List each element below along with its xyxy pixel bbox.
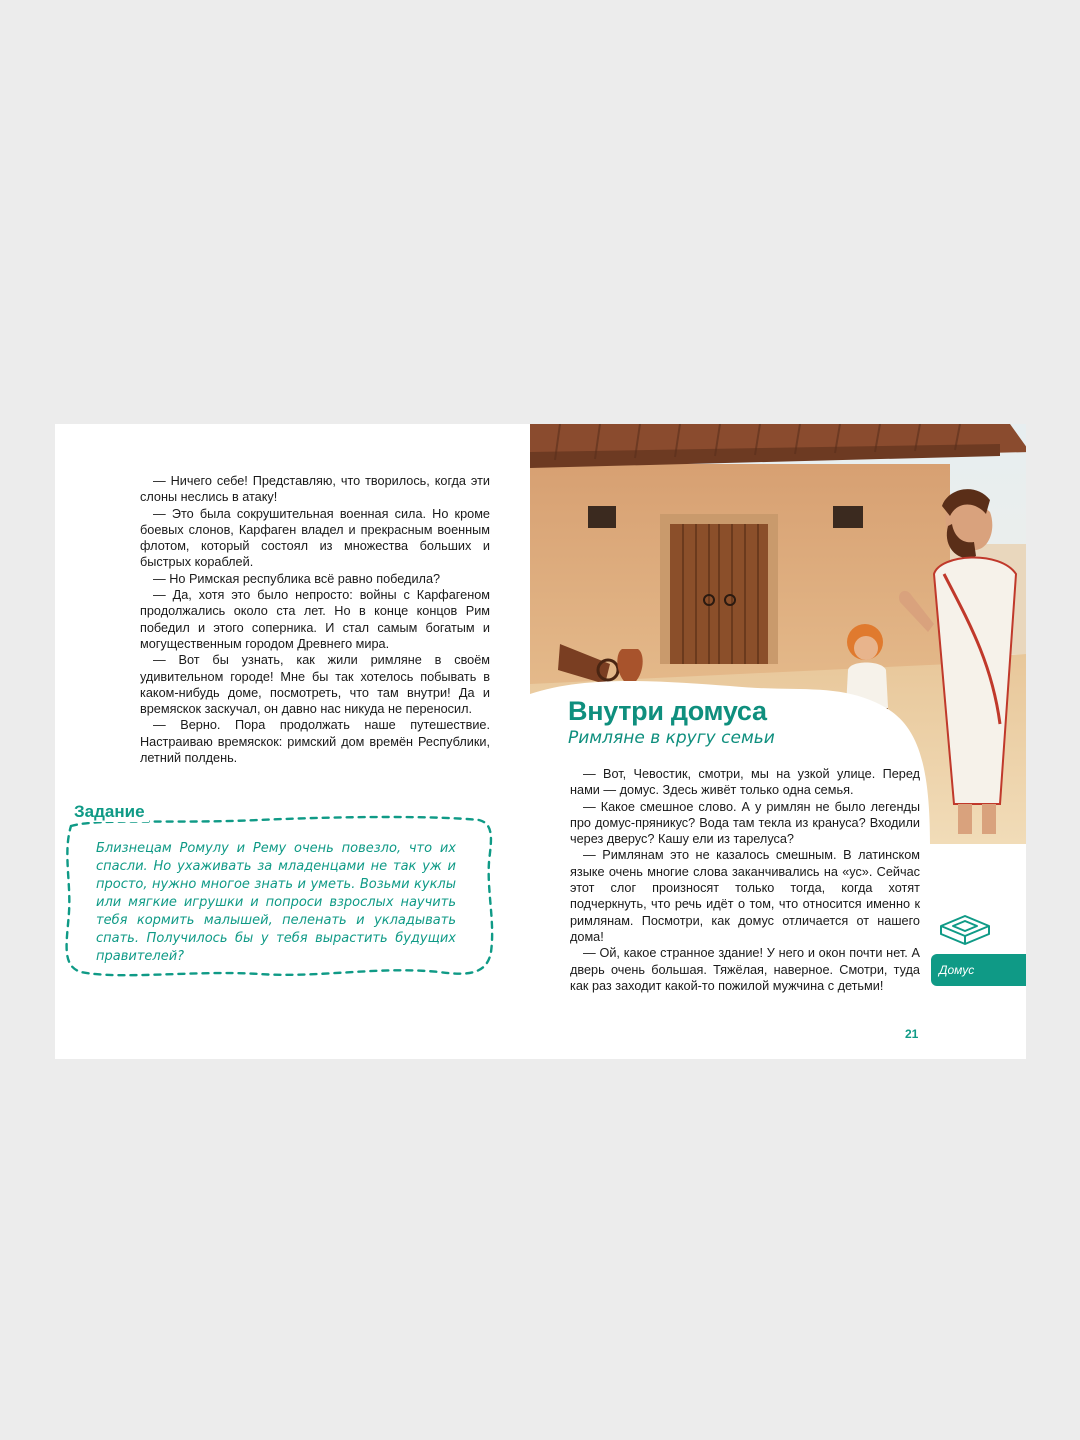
left-dialogue bbox=[140, 473, 490, 766]
page-number: 21 bbox=[905, 1027, 919, 1041]
dialogue-line: — Но Римская республика всё равно победила? bbox=[153, 571, 441, 586]
section-subtitle: Римляне в кругу семьи bbox=[568, 728, 775, 748]
task-box bbox=[59, 802, 497, 988]
task-text: Близнецам Ромулу и Рему очень повезло, что их спасли. Но ухаживать за младенцами не так уж и просто, нужно многое знать и уметь. Возьми куклы или мягкие игрушки и попроси взрослых научить тебя кормить малышей, пеленать и укладывать спать. Получилось бы у тебя вырастить будущих правителей? bbox=[96, 841, 456, 964]
dialogue-line: — Ничего себе! Представляю, что творилось, когда эти слоны неслись в атаку! bbox=[140, 474, 490, 505]
glossary-tag: Домус bbox=[931, 954, 1026, 986]
house-icon bbox=[937, 912, 993, 946]
dialogue-line: — Ой, какое странное здание! У него и окон почти нет. А дверь очень большая. Тяжёлая, наверное. Смотри, туда как раз заходит какой-то пожилой мужчина с детьми! bbox=[570, 946, 920, 993]
right-dialogue bbox=[570, 766, 920, 994]
task-title: Задание bbox=[70, 802, 149, 822]
dialogue-line: — Какое смешное слово. А у римлян не было легенды про домус-пряникус? Вода там текла из крануса? Входили через дверус? Кашу ели из тарелуса? bbox=[570, 799, 920, 847]
left-page bbox=[55, 424, 530, 1059]
dialogue-line: — Верно. Пора продолжать наше путешествие. Настраиваю времяскок: римский дом времён Республики, летний полдень. bbox=[140, 718, 490, 766]
section-heading bbox=[568, 696, 868, 749]
dialogue-line: — Это была сокрушительная военная сила. Но кроме боевых слонов, Карфаген владел и прекрасным военным флотом, который состоял из множества больших и быстрых кораблей. bbox=[140, 506, 490, 570]
book-spread bbox=[55, 424, 1026, 1059]
dialogue-line: — Римлянам это не казалось смешным. В латинском языке очень многие слова заканчивались на «ус». Сейчас этот слог произносят только тогда, когда хотят подчеркнуть, что речь идёт о том, что относится именно к римлянам. Посмотри, как домус отличается от нашего дома! bbox=[570, 848, 920, 944]
section-title: Внутри домуса bbox=[568, 696, 767, 726]
dialogue-line: — Да, хотя это было непросто: войны с Карфагеном продолжались около ста лет. Но в конце концов Рим победил и этого соперника. И стал самым богатым и могущественным городом Древнего мира. bbox=[140, 588, 490, 651]
dialogue-line: — Вот бы узнать, как жили римляне в своём удивительном городе! Мне бы так хотелось побывать в каком-нибудь доме, посмотреть, что там внутри! Да и времяскок заскучал, он давно нас никуда не переносил. bbox=[140, 653, 490, 717]
dialogue-line: — Вот, Чевостик, смотри, мы на узкой улице. Перед нами — домус. Здесь живёт только одна семья. bbox=[570, 767, 920, 798]
right-page bbox=[530, 424, 1026, 1059]
